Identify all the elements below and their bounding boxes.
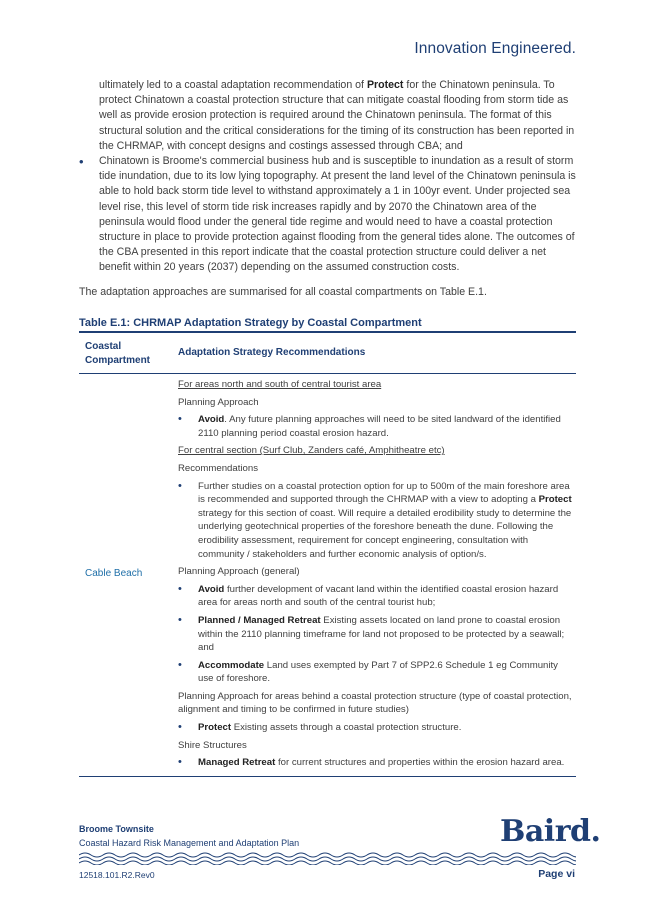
body-text — [79, 78, 577, 300]
baird-logo: Baird. — [500, 814, 601, 849]
bullet-icon: • — [79, 154, 84, 170]
bullet-icon: • — [178, 413, 182, 426]
row-label-cable-beach: Cable Beach — [85, 568, 143, 579]
label-shire-structures: Shire Structures — [178, 739, 247, 751]
bullet-icon: • — [178, 479, 182, 492]
bullet-text-2: strategy for this section of coast. Will require a detailed erodibility study to determine the underlying geotechnical properties of the foreshore beneath the dune. Following the erodibility assessment, requirement for concept engineering, consultation with community / stakeholders and further economic analysis of option/s. — [198, 507, 572, 560]
bullet-protect — [178, 721, 573, 735]
label-planning-approach: Planning Approach — [178, 396, 259, 408]
chinatown-text: Chinatown is Broome's commercial business hub and is susceptible to inundation as a result of storm tide inundation, due to its low lying topography. At present the land level of the Chinatown peninsula is able to hold back storm tide level to withstand approximately a 1 in 100yr event. Under projected sea level rise, this level of storm tide risk increases rapidly and by 2070 the Chinatown area of the peninsula would flood under the general tide regime and would need to have a coastal protection structure in place to provide protection against flooding from the general tides alone. The outcomes of the CBA presented in this report indicate that the coastal protection structure could deliver a net benefit within 20 years (2037) depending on the assumed construction costs. — [99, 155, 576, 274]
continuation-text-2: for the Chinatown peninsula. To protect Chinatown a coastal protection structure that can mitigate coastal flooding from storm tide as well as provide erosion protection is required around the Chinatown peninsula. The format of this structural solution and the critical considerations for the timing of its construction has been reported in the CHRMAP, with concept designs and costings assessed through CBA; and — [99, 79, 575, 152]
continuation-text: ultimately led to a coastal adaptation recommendation of — [99, 79, 367, 91]
header-tagline: Innovation Engineered. — [414, 40, 576, 57]
bullet-icon: • — [178, 721, 182, 734]
keyword-protect: Protect — [538, 494, 572, 506]
label-planning-approach-protection: Planning Approach for areas behind a coastal protection structure (type of coastal protection, alignment and timing to be confirmed in future studies) — [178, 690, 572, 716]
keyword-protect: Protect — [198, 722, 232, 734]
bullet-further-studies — [178, 480, 573, 562]
recommendations-cell — [178, 378, 573, 774]
bullet-accommodate — [178, 659, 573, 686]
bullet-avoid-general — [178, 583, 573, 610]
table-title: Table E.1: CHRMAP Adaptation Strategy by Coastal Compartment — [79, 317, 422, 329]
bullet-icon: • — [178, 613, 182, 626]
continuation-paragraph — [79, 78, 577, 154]
bullet-text: Land uses exempted by Part 7 of SPP2.6 Schedule 1 eg Community use of foreshore. — [198, 659, 558, 685]
bullet-text: Existing assets through a coastal protection structure. — [231, 722, 462, 734]
bullet-managed-retreat — [178, 614, 573, 655]
keyword-avoid: Avoid — [198, 414, 225, 426]
footer-subtitle: Coastal Hazard Risk Management and Adaptation Plan — [79, 838, 300, 848]
header-coastal-compartment: Coastal Compartment — [85, 341, 151, 366]
bullet-text: Existing assets located on land prone to coastal erosion within the 2110 planning timeframe for land not proposed to be protected by a seawall; and — [198, 614, 565, 654]
document-reference: 12518.101.R2.Rev0 — [79, 870, 155, 880]
table-bottom-rule — [79, 776, 576, 777]
bullet-text: further development of vacant land within the identified coastal erosion hazard area for areas north and south of the central tourist hub; — [198, 583, 559, 609]
bullet-icon: • — [178, 658, 182, 671]
page-number: Page vi — [538, 868, 575, 880]
bullet-text: for current structures and properties within the erosion hazard area. — [275, 757, 565, 769]
protect-keyword: Protect — [366, 79, 404, 91]
table-header-rule — [79, 373, 576, 374]
section-heading-north-south: For areas north and south of central tourist area — [178, 379, 382, 390]
keyword-planned-managed-retreat: Planned / Managed Retreat — [198, 614, 321, 626]
table-top-rule — [79, 331, 576, 333]
footer-wave-icon — [79, 851, 576, 865]
chinatown-bullet — [79, 154, 577, 276]
bullet-managed-retreat-shire — [178, 756, 573, 770]
bullet-text: Further studies on a coastal protection option for up to 500m of the main foreshore area is recommended and supported through the CHRMAP with a view to adopting a — [198, 480, 570, 506]
bullet-avoid — [178, 413, 573, 440]
keyword-avoid: Avoid — [198, 583, 225, 595]
keyword-managed-retreat: Managed Retreat — [198, 757, 276, 769]
header-adaptation-recommendations: Adaptation Strategy Recommendations — [178, 347, 366, 358]
footer-title: Broome Townsite — [79, 824, 154, 834]
bullet-icon: • — [178, 756, 182, 769]
label-planning-approach-general: Planning Approach (general) — [178, 566, 300, 578]
bullet-icon: • — [178, 582, 182, 595]
label-recommendations: Recommendations — [178, 462, 258, 474]
bullet-text: . Any future planning approaches will need to be sited landward of the identified 2110 planning period coastal erosion hazard. — [198, 414, 561, 439]
section-heading-central: For central section (Surf Club, Zanders café, Amphitheatre etc) — [178, 445, 445, 457]
keyword-accommodate: Accommodate — [198, 659, 265, 671]
summary-paragraph: The adaptation approaches are summarised for all coastal compartments on Table E.1. — [79, 285, 487, 298]
